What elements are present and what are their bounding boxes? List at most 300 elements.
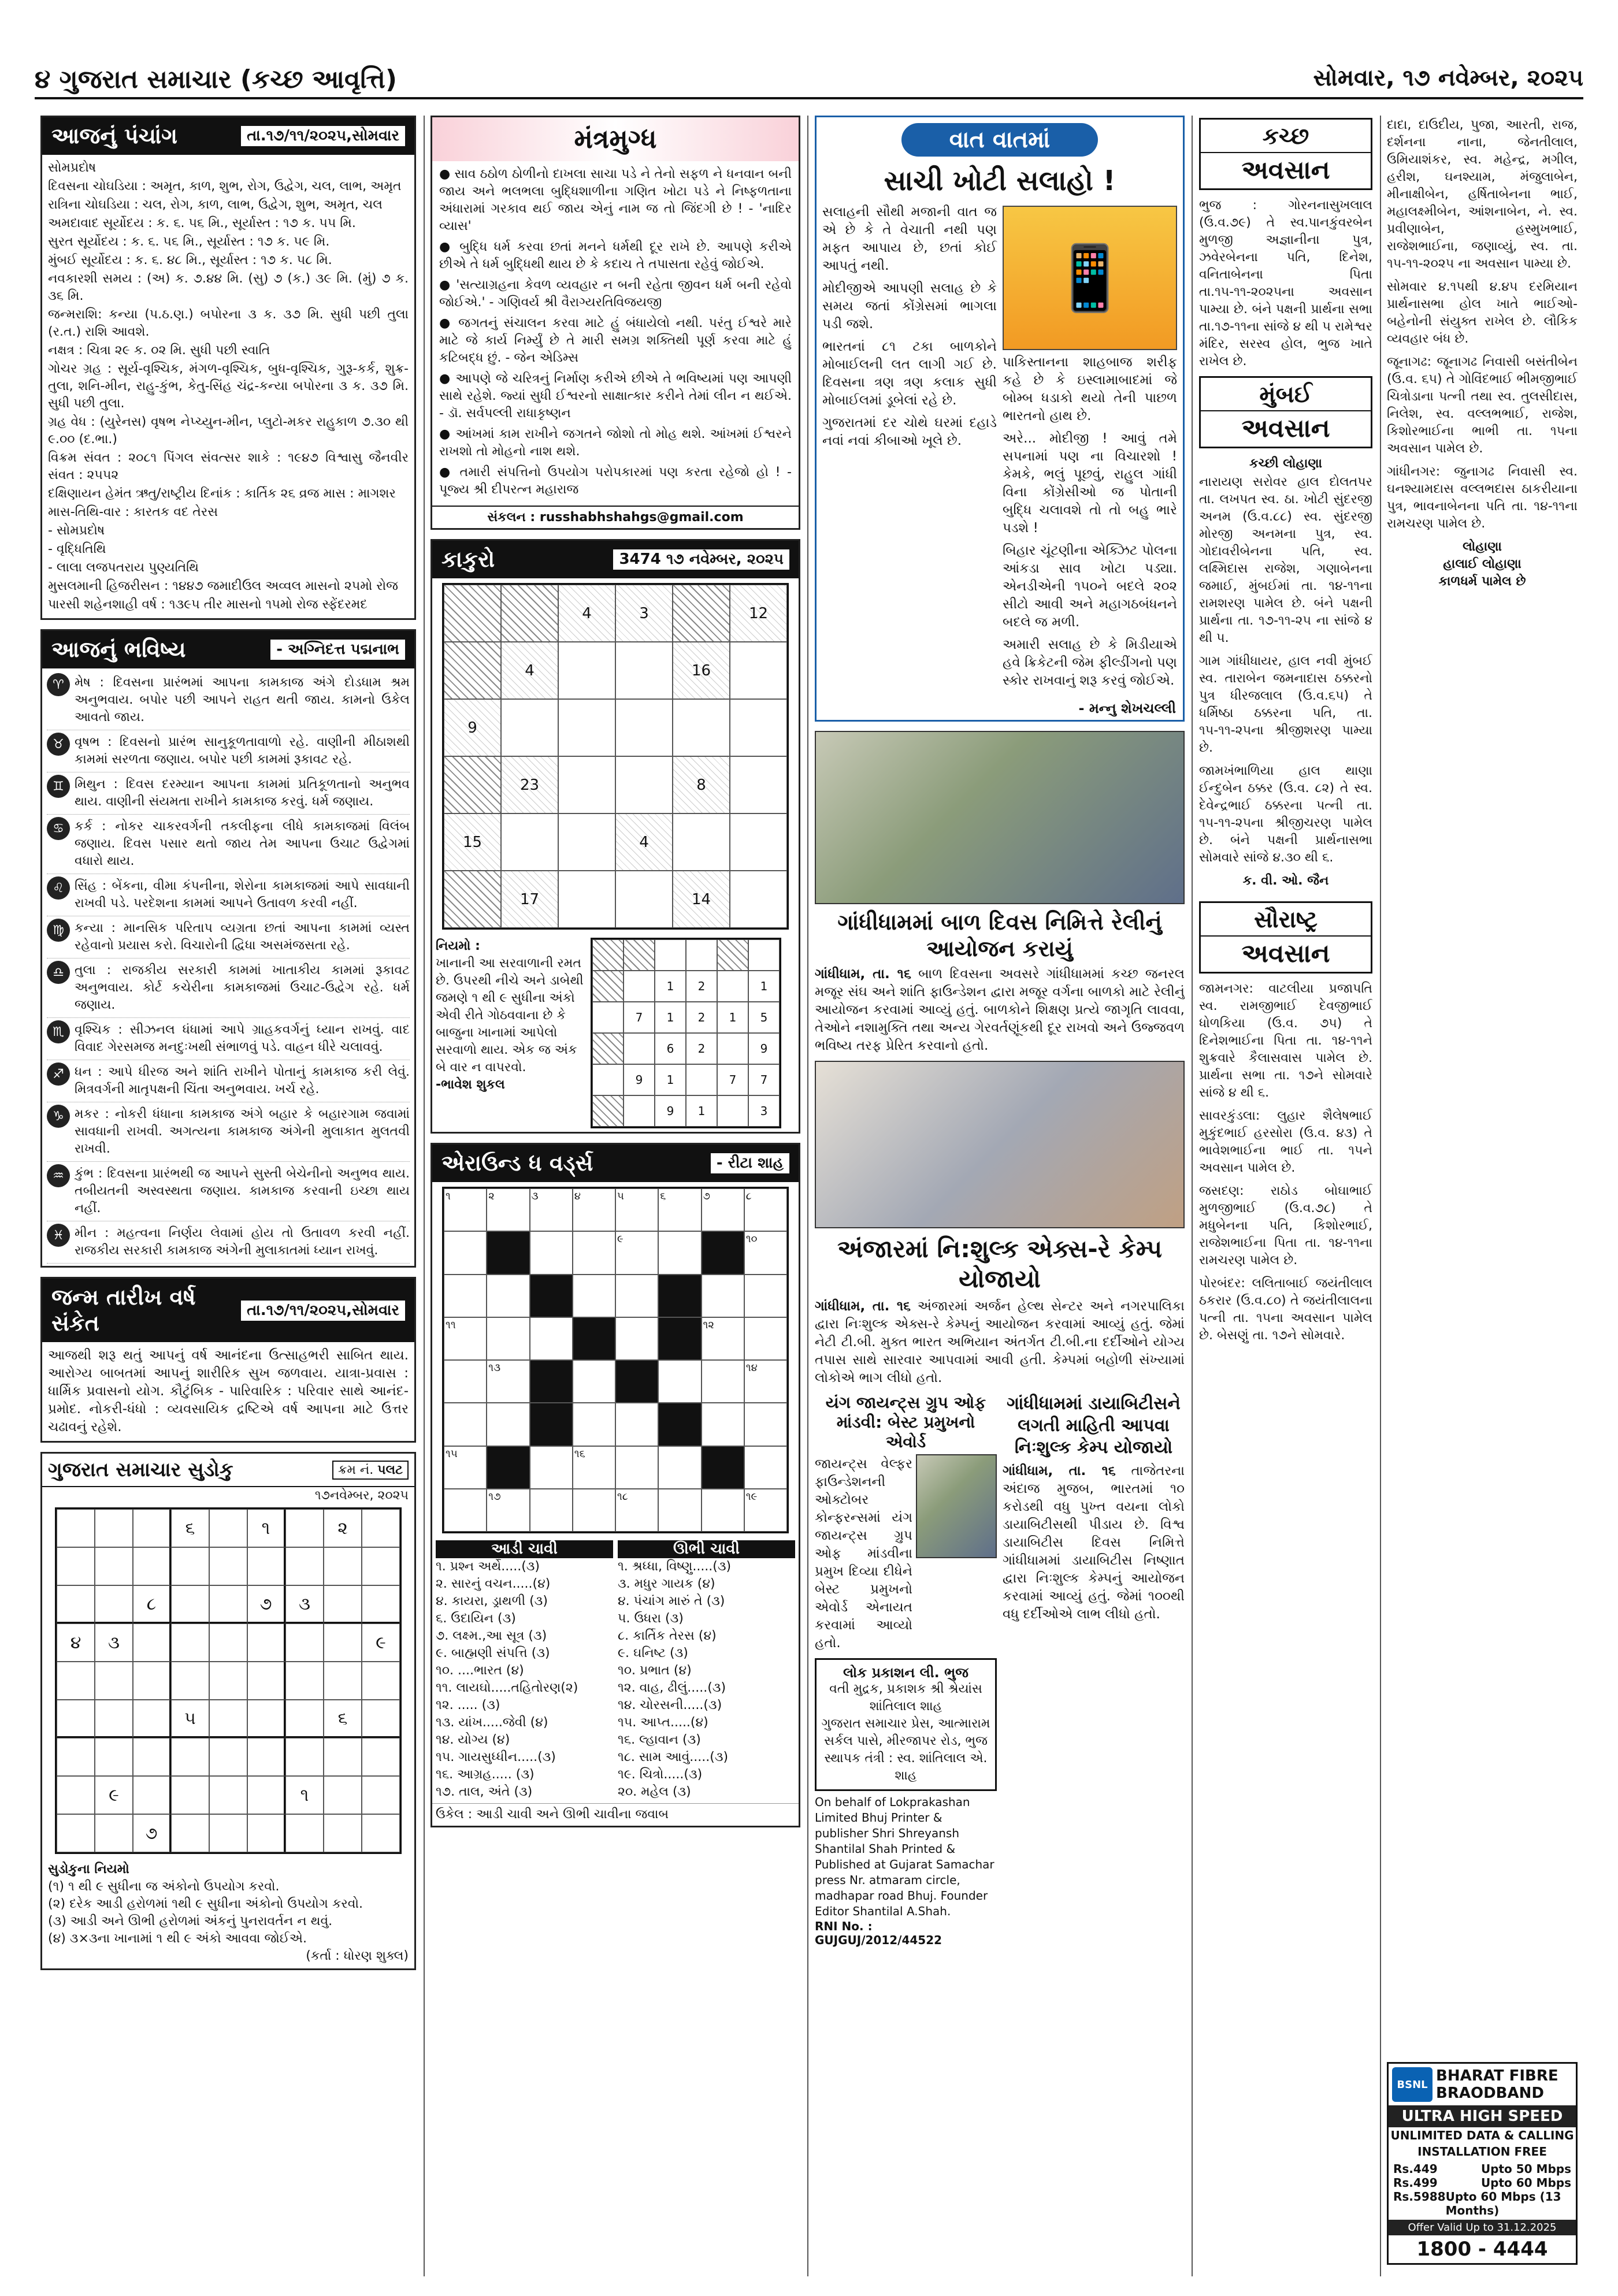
around-cell[interactable] (444, 1446, 487, 1489)
around-number: ૧૪ (745, 1362, 758, 1374)
kakuro-cell[interactable] (615, 756, 673, 813)
kakuro-sol-cell (624, 939, 655, 971)
around-block (530, 1360, 573, 1403)
sudoku-cell[interactable] (133, 1509, 171, 1547)
kakuro-cell[interactable] (615, 642, 673, 699)
saurashtra-obit: સાવરકુંડલા: લુહાર શૈલેષભાઈ મુકુંદભાઈ હરસોરા (ઉ.વ. ૪૩) તે ભાવેશભાઈના ભાઈ તા. ૧૫ને અવસાન પામેલ છે. (1199, 1109, 1372, 1175)
sudoku-cell[interactable] (57, 1509, 95, 1547)
rashi-text: વૃશ્ચિક : સીઝનલ ધંધામાં આપે ગ્રાહકવર્ગનું ધ્યાન રાખવું. વાદ વિવાદ ગેરસમજ મનદુઃખથી સંભાળવું પડે. વાહન ધીરે ચલાવવું. (75, 1023, 410, 1054)
down-clue: ૧. શ્રધ્ધા, વિષ્ણુ.....(૩) (618, 1559, 732, 1574)
sudoku-cell[interactable] (285, 1662, 324, 1700)
kakuro-cell[interactable] (730, 871, 787, 928)
kakuro-clue: 14 (691, 890, 711, 908)
around-cell[interactable] (658, 1188, 701, 1231)
kakuro-sol-cell (624, 1033, 655, 1064)
gandhidham-headline: ગાંધીધામમાં બાળ દિવસ નિમિત્તે રેલીનું આયોજન કરાયું (837, 909, 1162, 961)
panchang-date: તા.૧૭/૧૧/૨૦૨૫,સોમવાર (241, 126, 405, 146)
kakuro-clue-cell (501, 871, 558, 928)
around-cell[interactable] (702, 1188, 744, 1231)
kakuro-cell[interactable] (730, 699, 787, 756)
around-cell[interactable] (702, 1489, 744, 1532)
kakuro-cell[interactable] (730, 642, 787, 699)
kakuro-sol-cell (592, 1033, 624, 1064)
around-cell[interactable] (530, 1188, 573, 1231)
around-cell[interactable] (615, 1275, 658, 1317)
sudoku-cell[interactable] (57, 1738, 95, 1776)
sudoku-num-label: ક્રમ નં. (337, 1462, 374, 1477)
kakuro-cell[interactable] (615, 871, 673, 928)
around-cell[interactable] (487, 1403, 529, 1446)
kutch-obit: ભુજ : ગોરનનાસુખલાલ (ઉ.વ.૭૯) તે સ્વ.પાનકુંવરબેન મુળજી અજ્ઞાનીના પુત્ર, ઝવેરબેનના પતિ, દિનેશ, વનિતાબેનના પિતા તા.૧૫-૧૧-૨૦૨૫ના અવસાન પામ્યા છે. બંને પક્ષની પ્રાર્થના સભા તા.૧૭-૧૧ના સાંજે ૪ થી ૫ રામેશ્વર મંદિર, સરસ્વ હોલ, ભુજ ખાતે રાખેલ છે. (1199, 198, 1372, 369)
sudoku-cell[interactable] (285, 1623, 324, 1662)
sudoku-cell[interactable] (362, 1776, 400, 1814)
sudoku-cell[interactable] (247, 1776, 285, 1814)
bsnl-plan-price: Rs.5988 (1393, 2190, 1446, 2204)
sudoku-cell[interactable] (133, 1623, 171, 1662)
sudoku-cell[interactable] (324, 1585, 362, 1623)
sudoku-cell[interactable] (285, 1509, 324, 1547)
kakuro-date: ૧૭ નવેમ્બર, ૨૦૨૫ (666, 551, 784, 568)
vaat-paragraph: ભારતનાં ૮૧ ટકા બાળકોને મોબાઈલની લત લાગી ગઈ છે. દિવસના ત્રણ ત્રણ કલાક સુધી મોબાઈલમાં ડૂબેલાં રહે છે. (822, 339, 997, 408)
rashi-icon: ♏ (47, 1020, 70, 1043)
sudoku-cell[interactable] (95, 1814, 133, 1852)
mumbai-obit: જામખંભાળિયા હાલ થાણા ઈન્દુબેન ઠક્કર (ઉ.વ. ૮૨) તે સ્વ. દેવેન્દ્રભાઈ ઠક્કરના પત્ની તા. ૧૫-૧૧-૨૫ના શ્રીજીચરણ પામેલ છે. બંને પક્ષની પ્રાર્થનાસભા સોમવારે સાંજે ૪.૩૦ થી ૬. (1199, 764, 1372, 865)
sudoku-cell[interactable] (171, 1585, 209, 1623)
sudoku-cell[interactable] (209, 1738, 247, 1776)
kakuro-clue-cell (558, 585, 615, 642)
cartoon-image (1003, 206, 1177, 350)
kakuro-sol-cell (655, 1095, 686, 1127)
kakuro-cell[interactable] (558, 699, 615, 756)
around-block (658, 1275, 701, 1317)
around-cell[interactable] (702, 1360, 744, 1403)
kakuro-cell[interactable] (558, 756, 615, 813)
kakuro-sol-cell (686, 1002, 717, 1033)
around-cell[interactable] (487, 1489, 529, 1532)
kakuro-clue-cell (730, 585, 787, 642)
mumbai-sub-0: કચ્છી લોહાણા (1249, 456, 1323, 471)
panchang-line: ગોચર ગ્રહ : સૂર્ય-વૃશ્ચિક, મંગળ-વૃશ્ચિક, બુધ-વૃશ્ચિક, ગુરૂ-કર્ક, શુક્ર-તુલા, શનિ-મીન, રાહુ-કુંભ, કેતુ-સિંહ ચંદ્ર-કન્યા બપોરના ૩ ક. ૩૭ મિ. સુધી પછી તુલા. (48, 362, 409, 411)
down-clue: ૧૬. લ્હાવાન (૩) (618, 1733, 701, 1747)
sudoku-cell[interactable] (171, 1547, 209, 1585)
kakuro-sol-cell (624, 971, 655, 1002)
mumbai-obit: નારાયણ સરોવર હાલ દોલતપર તા. લખપત સ્વ. ઠા. ખોટી સુંદરજી અનમ (ઉ.વ.૮૮) સ્વ. સુંદરજી મોરજી અનમના પુત્ર, સ્વ. ગોદાવરીબેનના પતિ, સ્વ. લક્ષ્મિદાસ રાજેશ, ગણાબેનના જમાઈ, મુંબઈમાં તા. ૧૪-૧૧ના રામશરણ પામેલ છે. બંને પક્ષની પ્રાર્થના તા. ૧૭-૧૧-૨૫ ના સાંજે ૪ થી ૫. (1199, 475, 1372, 645)
sudoku-cell[interactable] (57, 1662, 95, 1700)
around-cell[interactable] (744, 1360, 787, 1403)
vaat-paragraph: બિહાર ચૂંટણીના એક્ઝિટ પોલના આંકડા સાવ ખોટા પડ્યા. એનડીએની ૧૫૦ને બદલે ૨૦૨ સીટો આવી અને મહાગઠબંધનને બદલે જ મળી. (1003, 543, 1177, 630)
kakuro-sol-cell (655, 1033, 686, 1064)
sudoku-cell[interactable] (95, 1547, 133, 1585)
sudoku-cell[interactable]: ૭ (247, 1585, 285, 1623)
kakuro-cell[interactable] (558, 813, 615, 871)
sudoku-cell[interactable]: ૬ (324, 1700, 362, 1738)
kakuro-block-cell (673, 585, 730, 642)
sudoku-rule: (૨) દરેક આડી હરોળમાં ૧થી ૯ સુધીના અંકોનો ઉપયોગ કરવો. (48, 1897, 363, 1911)
panchang-title: આજનું પંચાંગ (51, 123, 177, 148)
sudoku-cell[interactable] (209, 1814, 247, 1852)
janm-date: તા.૧૭/૧૧/૨૦૨૫,સોમવાર (241, 1301, 405, 1321)
kakuro-clue-cell (501, 756, 558, 813)
kakuro-cell[interactable] (673, 699, 730, 756)
around-number: ૨ (488, 1190, 495, 1202)
sudoku-rule: (૪) ૩×૩ના ખાનામાં ૧ થી ૯ અંકો આવવા જોઈએ. (48, 1931, 307, 1946)
sudoku-cell[interactable] (324, 1776, 362, 1814)
rashi-text: તુલા : રાજકીય સરકારી કામમાં ખાતાકીય કામમાં રૂકાવટ અનુભવાય. કોર્ટ કચેરીના કામકાજમાં ઉચાટ-ઉદ્વેગ રહે. ધર્મ જણાય. (75, 963, 410, 1012)
around-cell[interactable] (487, 1317, 529, 1360)
around-cell[interactable] (444, 1317, 487, 1360)
kakuro-sol-digit: 9 (760, 1042, 768, 1056)
across-clue: ૧૬. આગ્રહ..... (૩) (436, 1767, 535, 1782)
around-grid[interactable] (442, 1187, 789, 1533)
sudoku-cell[interactable] (133, 1547, 171, 1585)
around-cell[interactable] (702, 1403, 744, 1446)
kakuro-clue: 12 (748, 604, 769, 622)
kakuro-num: 3474 (619, 551, 661, 568)
sudoku-cell[interactable] (57, 1700, 95, 1738)
award-text: જાયન્ટ્સ વેલ્ફર ફાઉન્ડેશનની ઓક્ટોબર કોન્ફરન્સમાં યંગ જાયન્ટ્સ ગ્રુપ ઓફ માંડવીના પ્રમુખ દિવ્યા દીધેને બેસ્ટ પ્રમુખનો એવોર્ડ એનાયત કરવામાં આવ્યો હતો. (815, 1457, 912, 1651)
kakuro-cell[interactable] (730, 756, 787, 813)
kakuro-cell[interactable] (501, 813, 558, 871)
award-photo (916, 1454, 997, 1558)
kakuro-cell[interactable] (501, 699, 558, 756)
kakuro-clue-cell (673, 756, 730, 813)
kakuro-sol-digit: 7 (635, 1010, 643, 1024)
anjar-dateline: ગાંધીધામ, તા. ૧૬ (815, 1299, 911, 1314)
sudoku-cell[interactable] (362, 1585, 400, 1623)
sudoku-cell[interactable] (171, 1738, 209, 1776)
sudoku-cell[interactable]: ૭ (133, 1814, 171, 1852)
around-cell[interactable] (615, 1446, 658, 1489)
sudoku-cell[interactable] (57, 1814, 95, 1852)
sudoku-cell[interactable] (362, 1547, 400, 1585)
page-header (35, 62, 1583, 99)
kakuro-sol-cell (748, 971, 780, 1002)
around-cell[interactable] (573, 1360, 615, 1403)
kakuro-clue-cell (501, 642, 558, 699)
kakuro-sol-cell (592, 1095, 624, 1127)
vaat-paragraph: ગુજરાતમાં દર ચોથે ઘરમાં દહાડે નવાં નવાં કીબાઓ ખૂલે છે. (822, 415, 997, 448)
kakuro-block-cell (444, 585, 501, 642)
rashi-text: વૃષભ : દિવસનો પ્રારંભ સાનુકૂળતાવાળો રહે. વાણીની મીઠાશથી કામમાં સરળતા જણાય. બપોર પછી કામમાં રૂકાવટ રહે. (75, 735, 410, 767)
award-head2: માંડવી: બેસ્ટ પ્રમુખનો એવોર્ડ (836, 1413, 975, 1451)
around-cell[interactable] (573, 1446, 615, 1489)
around-cell[interactable] (444, 1403, 487, 1446)
down-clue: ૯. ઘનિષ્ટ (૩) (618, 1646, 688, 1660)
sudoku-cell[interactable] (362, 1662, 400, 1700)
sudoku-cell[interactable] (247, 1738, 285, 1776)
sudoku-cell[interactable] (362, 1738, 400, 1776)
kakuro-sol-digit: 5 (760, 1010, 768, 1024)
phone-icon: 📱 (1050, 240, 1130, 315)
across-clue: ૧. પ્રશ્ન અર્થે.....(૩) (436, 1559, 540, 1574)
around-cell[interactable] (658, 1489, 701, 1532)
around-cell[interactable] (615, 1489, 658, 1532)
panchang-line: ગ્રહ વેધ : (યુરેનસ) વૃષભ નેપ્ચ્યુન-મીન, પ્લુટો-મકર રાહુકાળ ૭.૩૦ થી ૯.૦૦ (દ.ભા.) (48, 415, 409, 447)
around-answers: ઉકેલ : આડી ચાવી અને ઊભી ચાવીના જવાબ (432, 1803, 799, 1826)
kakuro-sol-cell (748, 1095, 780, 1127)
mumbai-title: મુંબઈ (1201, 381, 1371, 411)
rashi-icon: ♌ (47, 876, 70, 900)
rashi-icon: ♎ (47, 961, 70, 984)
around-cell[interactable] (444, 1489, 487, 1532)
bsnl-plan-speed: Upto 50 Mbps (1480, 2162, 1571, 2176)
sudoku-maker: (કર્તા : ધોરણ શુક્લ) (306, 1949, 409, 1963)
mumbai-sub-1: લોહાણા (1463, 540, 1502, 554)
sudoku-cell[interactable] (324, 1547, 362, 1585)
sudoku-date: ૧૭નવેમ્બર, ૨૦૨૫ (314, 1488, 409, 1503)
kakuro-grid[interactable] (442, 583, 789, 930)
around-cell[interactable] (573, 1403, 615, 1446)
kutch-avsaan: અવસાન (1241, 155, 1330, 185)
sudoku-cell[interactable] (133, 1738, 171, 1776)
imprint-lines (821, 1681, 990, 1785)
across-clue: ૭. લક્ષ્મ.,આ સૂત્ર (૩) (436, 1629, 547, 1643)
around-cell[interactable] (444, 1360, 487, 1403)
sudoku-cell[interactable]: ૧ (247, 1509, 285, 1547)
rashi-icon: ♍ (47, 919, 70, 942)
kakuro-sol-cell (592, 1002, 624, 1033)
sudoku-cell[interactable] (285, 1814, 324, 1852)
down-clue: ૩. મધુર ગાયક (૪) (618, 1577, 715, 1591)
mumbai-obit: ગામ ગાંધીધાયર, હાલ નવી મુંબઈ સ્વ. તારાબેન જમનાદાસ ઠક્કરનો પુત્ર ધીરજલાલ (ઉ.વ.૬૫) તે ધર્મિષ્ઠા ઠક્કરના પતિ, તા. ૧૫-૧૧-૨૫ના શ્રીજીશરણ પામ્યા છે. (1199, 654, 1372, 755)
imprint-box (815, 1658, 997, 1791)
around-cell[interactable] (744, 1489, 787, 1532)
kakuro-clue-cell (615, 813, 673, 871)
sudoku-cell[interactable]: ૯ (362, 1623, 400, 1662)
kakuro-sol-cell (655, 1064, 686, 1095)
sudoku-cell[interactable]: ૩ (285, 1585, 324, 1623)
around-number: ૫ (617, 1190, 624, 1202)
right-obits (1387, 117, 1578, 533)
down-clue: ૧૮. સામ આવું.....(૩) (618, 1750, 729, 1764)
kakuro-sol-cell (655, 1002, 686, 1033)
sudoku-cell[interactable] (247, 1700, 285, 1738)
kakuro-cell[interactable] (673, 813, 730, 871)
mantra-title: મંત્રમુગ્ધ (432, 117, 799, 161)
sudoku-cell[interactable] (57, 1776, 95, 1814)
mantra-item: ● આપણે જે ચરિત્રનું નિર્માણ કરીએ છીએ તે ભવિષ્યમાં પણ આપણી સાથે રહેશે. જ્યાં સુધી ઈશ્વરનો સાક્ષાત્કાર કરીને તેમાં લીન ન થઈએ. - ડૉ. સર્વપલ્લી રાધાકૃષ્ણન (439, 371, 792, 421)
imprint-title: લોક પ્રકાશન લી. ભુજ (843, 1665, 968, 1681)
bsnl-ad[interactable] (1387, 2062, 1578, 2265)
kakuro-sol-cell (686, 1033, 717, 1064)
panchang-line: મુસલમાની હિજરીસન : ૧૪૪૭ જમાદીઉલ અવ્વલ માસનો ૨૫મો રોજ (48, 579, 398, 593)
across-clue: ૬. ઉદાયિન (૩) (436, 1611, 516, 1626)
sudoku-cell[interactable]: ૯ (95, 1776, 133, 1814)
around-cell[interactable] (702, 1275, 744, 1317)
around-cell[interactable] (444, 1231, 487, 1274)
around-cell[interactable] (444, 1188, 487, 1231)
kakuro-sol-cell (624, 1002, 655, 1033)
sudoku-rule: (૩) આડી અને ઊભી હરોળમાં અંકનું પુનરાવર્તન ન થવું. (48, 1914, 333, 1929)
sudoku-cell[interactable] (324, 1623, 362, 1662)
bsnl-title4: UNLIMITED DATA & CALLING (1390, 2128, 1574, 2142)
around-cell[interactable] (530, 1489, 573, 1532)
rashi-text: મિથુન : દિવસ દરમ્યાન આપના કામમાં પ્રતિકૂળતાનો અનુભવ થાય. વાણીની સંયમતા રાખીને કામકાજ કરવું. ધર્મ જણાય. (75, 777, 410, 809)
sudoku-cell[interactable]: ૮ (133, 1585, 171, 1623)
sudoku-cell[interactable] (171, 1814, 209, 1852)
vaat-header: વાત વાતમાં (901, 123, 1098, 157)
mantra-box (431, 116, 800, 530)
sudoku-cell[interactable] (209, 1623, 247, 1662)
column-4 (1199, 116, 1372, 2276)
around-cell[interactable] (615, 1231, 658, 1274)
around-cell[interactable] (530, 1231, 573, 1274)
around-cell[interactable] (615, 1317, 658, 1360)
around-number: ૧૬ (574, 1447, 585, 1460)
kakuro-sol-cell (748, 1064, 780, 1095)
kakuro-sol-cell (748, 1033, 780, 1064)
imprint-line: વતી મુદ્રક, પ્રકાશક શ્રી શ્રેયાંસ શાંતિલાલ શાહ (829, 1682, 982, 1714)
rashi-icon: ♈ (47, 673, 70, 696)
vaat-paragraph: મોદીજીએ આપણી સલાહ છે કે સમય જતાં કોંગ્રેસમાં ભાગલા પડી જશે. (822, 281, 997, 332)
around-cell[interactable] (615, 1403, 658, 1446)
sudoku-cell[interactable] (95, 1585, 133, 1623)
sudoku-cell[interactable] (362, 1814, 400, 1852)
sudoku-cell[interactable]: ૬ (171, 1509, 209, 1547)
sudoku-cell[interactable] (247, 1547, 285, 1585)
around-cell[interactable] (573, 1231, 615, 1274)
sudoku-cell[interactable] (247, 1623, 285, 1662)
kakuro-sol-cell (717, 971, 748, 1002)
around-cell[interactable] (530, 1317, 573, 1360)
around-cell[interactable] (744, 1275, 787, 1317)
janm-text: આજથી શરૂ થતું આપનું વર્ષ આનંદના ઉત્સાહભરી સાબિત થાય. આરોગ્ય બાબતમાં આપનું શારીરિક સુખ જળવાય. યાત્રા-પ્રવાસ : ધાર્મિક પ્રવાસનો યોગ. કૌટુંબિક - પારિવારિક : પરિવાર સાથે આનંદ-પ્રમોદ. નોકરી-ધંધો : વ્યવસાયિક દ્રષ્ટિએ વર્ષ આપના માટે ઉત્તર ચઢાવનું રહેશે. (48, 1348, 409, 1435)
around-number: ૧૭ (488, 1490, 501, 1503)
around-cell[interactable] (744, 1188, 787, 1231)
around-cell[interactable] (744, 1403, 787, 1446)
around-cell[interactable] (573, 1275, 615, 1317)
around-cell[interactable] (658, 1446, 701, 1489)
sudoku-cell[interactable] (285, 1700, 324, 1738)
around-number: ૧૩ (488, 1362, 501, 1374)
sudoku-cell[interactable] (171, 1623, 209, 1662)
around-block (487, 1231, 529, 1274)
sudoku-cell[interactable] (247, 1814, 285, 1852)
panchang-line: દક્ષિણાયન હેમંત ઋતુ/રાષ્ટ્રીય દિનાંક : કાર્તિક ૨૬ વ્રજ માસ : માગશર (48, 486, 396, 501)
sudoku-cell[interactable] (209, 1547, 247, 1585)
sudoku-cell[interactable] (362, 1509, 400, 1547)
sudoku-cell[interactable] (171, 1776, 209, 1814)
kakuro-clue-cell (444, 699, 501, 756)
around-block (658, 1403, 701, 1446)
sudoku-cell[interactable] (209, 1509, 247, 1547)
kakuro-sol-digit: 1 (666, 1073, 674, 1087)
mumbai-sub-2: હાલાઈ લોહાણા (1443, 557, 1521, 571)
sudoku-cell[interactable] (57, 1585, 95, 1623)
around-cell[interactable] (487, 1275, 529, 1317)
sudoku-grid[interactable] (55, 1507, 402, 1854)
around-number: ૧૯ (745, 1490, 758, 1503)
sudoku-cell[interactable] (285, 1738, 324, 1776)
sudoku-cell[interactable] (209, 1700, 247, 1738)
kakuro-sol-digit: 2 (697, 1042, 706, 1056)
saurashtra-obit: પોરબંદર: લલિતાબાઈ જયંતીલાલ ઠકરાર (ઉ.વ.૮૦) તે જયંતીલાલના પત્ની તા. ૧૫ના અવસાન પામેલ છે. બેસણું તા. ૧૭ને સોમવારે. (1199, 1276, 1372, 1343)
sudoku-cell[interactable]: ૫ (171, 1700, 209, 1738)
kakuro-cell[interactable] (558, 642, 615, 699)
rashi-item (47, 671, 410, 730)
sudoku-cell[interactable]: ૪ (57, 1623, 95, 1662)
around-cell[interactable] (658, 1360, 701, 1403)
panchang-line: અમદાવાદ સૂર્યોદય : ક. ૬. ૫૬ મિ., સૂર્યાસ્ત : ૧૭ ક. ૫૫ મિ. (48, 216, 356, 231)
sudoku-cell[interactable] (133, 1700, 171, 1738)
kakuro-title: કાકુરો (441, 547, 495, 572)
sudoku-cell[interactable] (133, 1776, 171, 1814)
column-3 (815, 116, 1185, 2276)
sudoku-cell[interactable] (95, 1738, 133, 1776)
sudoku-cell[interactable] (362, 1700, 400, 1738)
sudoku-level: પલટ (377, 1462, 403, 1477)
around-cell[interactable] (615, 1188, 658, 1231)
sudoku-cell[interactable]: ૧ (285, 1776, 324, 1814)
around-author: - રીટા શાહ (711, 1153, 789, 1173)
panchang-lines (42, 155, 414, 618)
around-cell[interactable] (702, 1317, 744, 1360)
sudoku-cell[interactable] (285, 1547, 324, 1585)
sudoku-cell[interactable] (95, 1662, 133, 1700)
kakuro-block-cell (444, 756, 501, 813)
down-clue: ૧૯. ચિત્રો.....(૩) (618, 1767, 703, 1782)
around-cell[interactable] (744, 1317, 787, 1360)
around-cell[interactable] (530, 1446, 573, 1489)
around-block (487, 1446, 529, 1489)
rashi-icon: ♐ (47, 1062, 70, 1086)
kakuro-cell[interactable] (615, 699, 673, 756)
sudoku-cell[interactable] (324, 1738, 362, 1776)
around-title: એરાઉન્ડ ધ વર્ડ્સ (441, 1150, 593, 1176)
kakuro-sol-digit: 9 (666, 1104, 674, 1118)
kakuro-sol-cell (717, 939, 748, 971)
sudoku-cell[interactable] (95, 1509, 133, 1547)
sudoku-cell[interactable]: ૩ (95, 1623, 133, 1662)
sudoku-cell[interactable] (324, 1662, 362, 1700)
sudoku-cell[interactable] (209, 1776, 247, 1814)
around-number: ૧૧ (446, 1318, 456, 1331)
diabetes-headline: ગાંધીધામમાં ડાયાબિટીસને લગતી માહિતી આપવા નિઃશુલ્ક કેમ્પ યોજાયો (1007, 1394, 1181, 1458)
kakuro-cell[interactable] (558, 871, 615, 928)
around-cell[interactable] (573, 1489, 615, 1532)
rashi-icon: ♋ (47, 817, 70, 840)
kakuro-cell[interactable] (730, 813, 787, 871)
around-cell[interactable] (744, 1446, 787, 1489)
sudoku-cell[interactable] (95, 1700, 133, 1738)
across-clue: ૪. કાયરા, ડ્રાથળી (૩) (436, 1594, 548, 1608)
bsnl-title3: ULTRA HIGH SPEED (1389, 2105, 1576, 2127)
around-number: ૮ (745, 1190, 752, 1202)
across-clue: ૧૭. તાલ, અંતે (૩) (436, 1785, 533, 1799)
panchang-line: નક્ષત્ર : ચિત્રા ૨૯ ક. ૦૨ મિ. સુધી પછી સ્વાતિ (48, 343, 270, 358)
panchang-line: - લાલા લજપતરાય પુણ્યતિથિ (48, 560, 199, 575)
vaat-right-column (1003, 202, 1177, 694)
mumbai-avsaan: અવસાન (1241, 414, 1330, 443)
sudoku-cell[interactable] (209, 1662, 247, 1700)
sudoku-cell[interactable] (57, 1547, 95, 1585)
across-clue: ૧૨. ..... (૩) (436, 1698, 500, 1712)
around-cell[interactable] (487, 1360, 529, 1403)
around-cell[interactable] (658, 1231, 701, 1274)
around-cell[interactable] (744, 1231, 787, 1274)
rashi-item (47, 916, 410, 958)
around-cell[interactable] (573, 1188, 615, 1231)
sudoku-cell[interactable] (133, 1662, 171, 1700)
around-cell[interactable] (487, 1188, 529, 1231)
sudoku-cell[interactable] (209, 1585, 247, 1623)
sudoku-cell[interactable] (171, 1662, 209, 1700)
rashi-item (47, 772, 410, 815)
around-cell[interactable] (444, 1275, 487, 1317)
sudoku-cell[interactable] (324, 1814, 362, 1852)
sudoku-cell[interactable] (247, 1662, 285, 1700)
sudoku-cell[interactable]: ૨ (324, 1509, 362, 1547)
